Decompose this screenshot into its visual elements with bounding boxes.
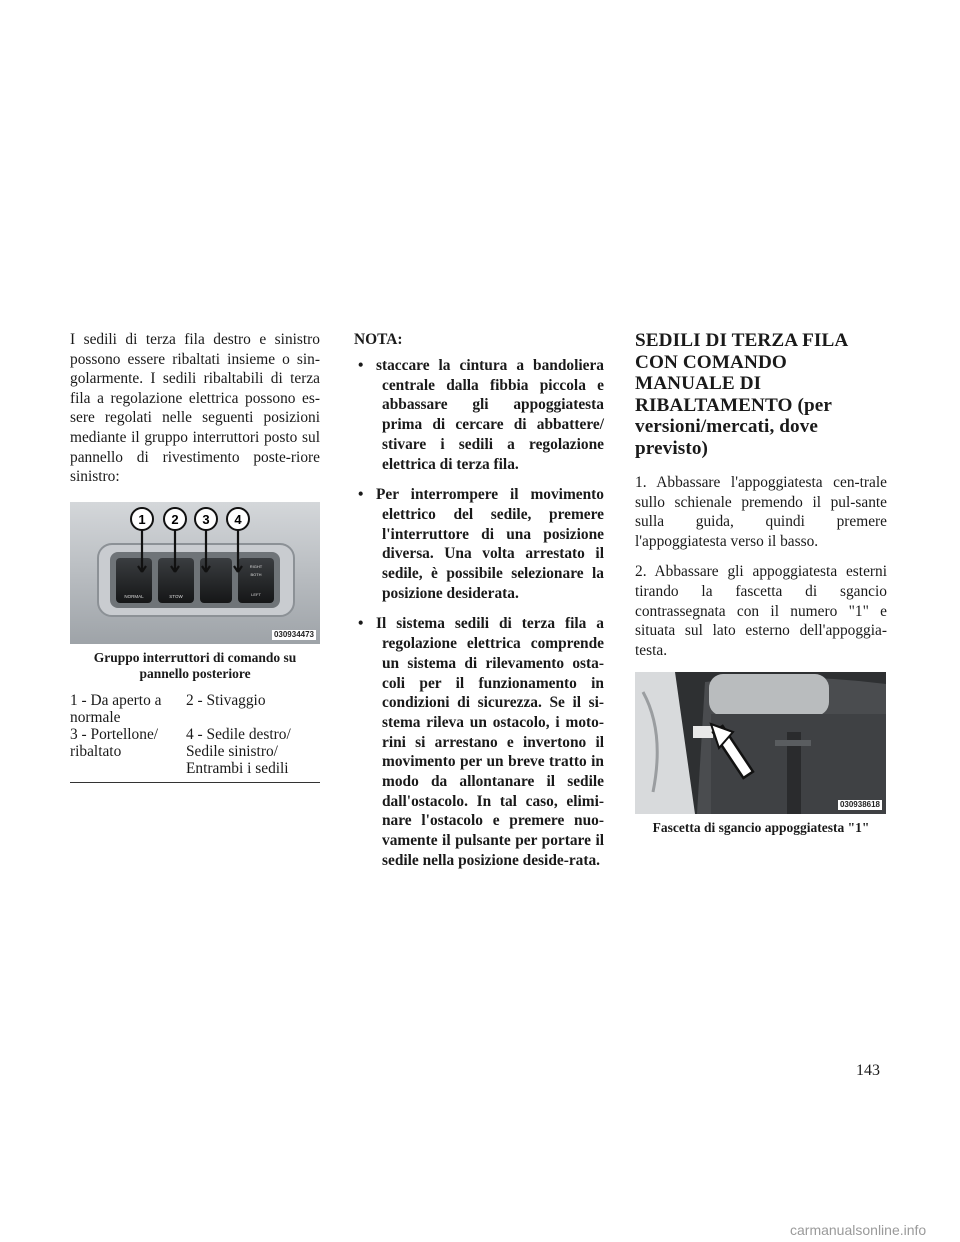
list-item	[354, 485, 604, 603]
middle-column	[354, 330, 604, 882]
switch-panel-image	[70, 502, 320, 644]
callout-4: 4	[234, 511, 242, 527]
intro-paragraph: I sedili di terza fila destro e sinistro possono essere ribaltati insieme o sin-golarmente. I sedili ribaltabili di terza fila a regolazione elettrica possono es-sere regolati nelle seguenti posizioni mediante il gruppo interruttori posto sul pannello di rivestimento poste-riore sinistro:	[70, 331, 320, 486]
button-label-left: LEFT	[251, 591, 261, 597]
bullet-icon: •	[358, 486, 364, 504]
note-title: NOTA:	[354, 331, 403, 348]
bullet-text: Per interrompere il movimento elettrico del sedile, premere l'interruttore di una posizione diversa. Una volta arrestato il sedile, è possibile selezionare la posizione desiderata.	[376, 486, 604, 602]
legend-row	[70, 726, 320, 777]
bullet-text: staccare la cintura a bandoliera centrale dalla fibbia piccola e abbassare gli appoggiatesta prima di cercare di abbattere/ stivare i sedili a regolazione elettrica di terza fila.	[376, 357, 604, 473]
page-number: 143	[856, 1062, 880, 1079]
left-column	[70, 330, 320, 783]
figure-legend	[70, 692, 320, 783]
note-list	[354, 356, 604, 871]
callout-2: 2	[171, 511, 179, 527]
legend-item-1: 1 - Da aperto a normale	[70, 691, 162, 726]
headrest-drawing	[635, 672, 886, 814]
legend-item-3: 3 - Portellone/ ribaltato	[70, 725, 159, 760]
switch-panel-drawing	[70, 502, 320, 644]
step-2: 2. Abbassare gli appoggiatesta esterni tirando la fascetta di sgancio contrassegnata con il numero "1" e situata sul lato esterno dell'appoggia-testa.	[635, 563, 887, 659]
section-heading: SEDILI DI TERZA FILA CON COMANDO MANUALE DI RIBALTAMENTO (per versioni/mercati, dove previsto)	[635, 330, 848, 459]
seat-button-1	[116, 558, 152, 603]
button-label-both: BOTH	[250, 571, 262, 577]
callout-3: 3	[202, 511, 210, 527]
bullet-icon: •	[358, 615, 364, 633]
right-column	[635, 330, 887, 836]
legend-item-2: 2 - Stivaggio	[186, 691, 266, 709]
button-label-right: RIGHT	[249, 563, 263, 569]
list-item	[354, 356, 604, 474]
seat-button-3	[200, 558, 232, 603]
seat-button-4	[238, 558, 274, 603]
figure-id: 030938618	[839, 800, 880, 810]
list-item	[354, 614, 604, 870]
button-label-stow: STOW	[169, 593, 183, 599]
legend-item-4: 4 - Sedile destro/ Sedile sinistro/ Entrambi i sedili	[186, 725, 291, 777]
bullet-icon: •	[358, 357, 364, 374]
step-1: 1. Abbassare l'appoggiatesta cen-trale sullo schienale premendo il pul-sante sulla guida, quindi premere l'appoggiatesta verso il basso.	[635, 474, 887, 550]
switch-panel-figure	[70, 502, 320, 682]
bullet-text: Il sistema sedili di terza fila a regolazione elettrica comprende un sistema di rilevamento osta-coli per il funzionamento in condizioni di sicurezza. Se il si-stema rileva un ostacolo, i moto-rini si arrestano e invertono il movimento per un breve tratto in modo da allontanare il sedile dall'ostacolo. In tal caso, elimi-nare l'ostacolo e premere nuo-vamente il pulsante per portare il sedile nella posizione deside-rata.	[376, 615, 604, 869]
callout-1: 1	[138, 511, 146, 527]
headrest-figure	[635, 672, 887, 836]
figure-caption: Fascetta di sgancio appoggiatesta "1"	[652, 820, 870, 836]
button-label-normal: NORMAL	[124, 593, 144, 599]
watermark: carmanualsonline.info	[790, 1222, 927, 1238]
figure-id: 030934473	[273, 629, 314, 639]
legend-row	[70, 692, 320, 726]
figure-caption: Gruppo interruttori di comando su pannello posteriore	[93, 649, 297, 681]
headrest-image	[635, 672, 886, 814]
